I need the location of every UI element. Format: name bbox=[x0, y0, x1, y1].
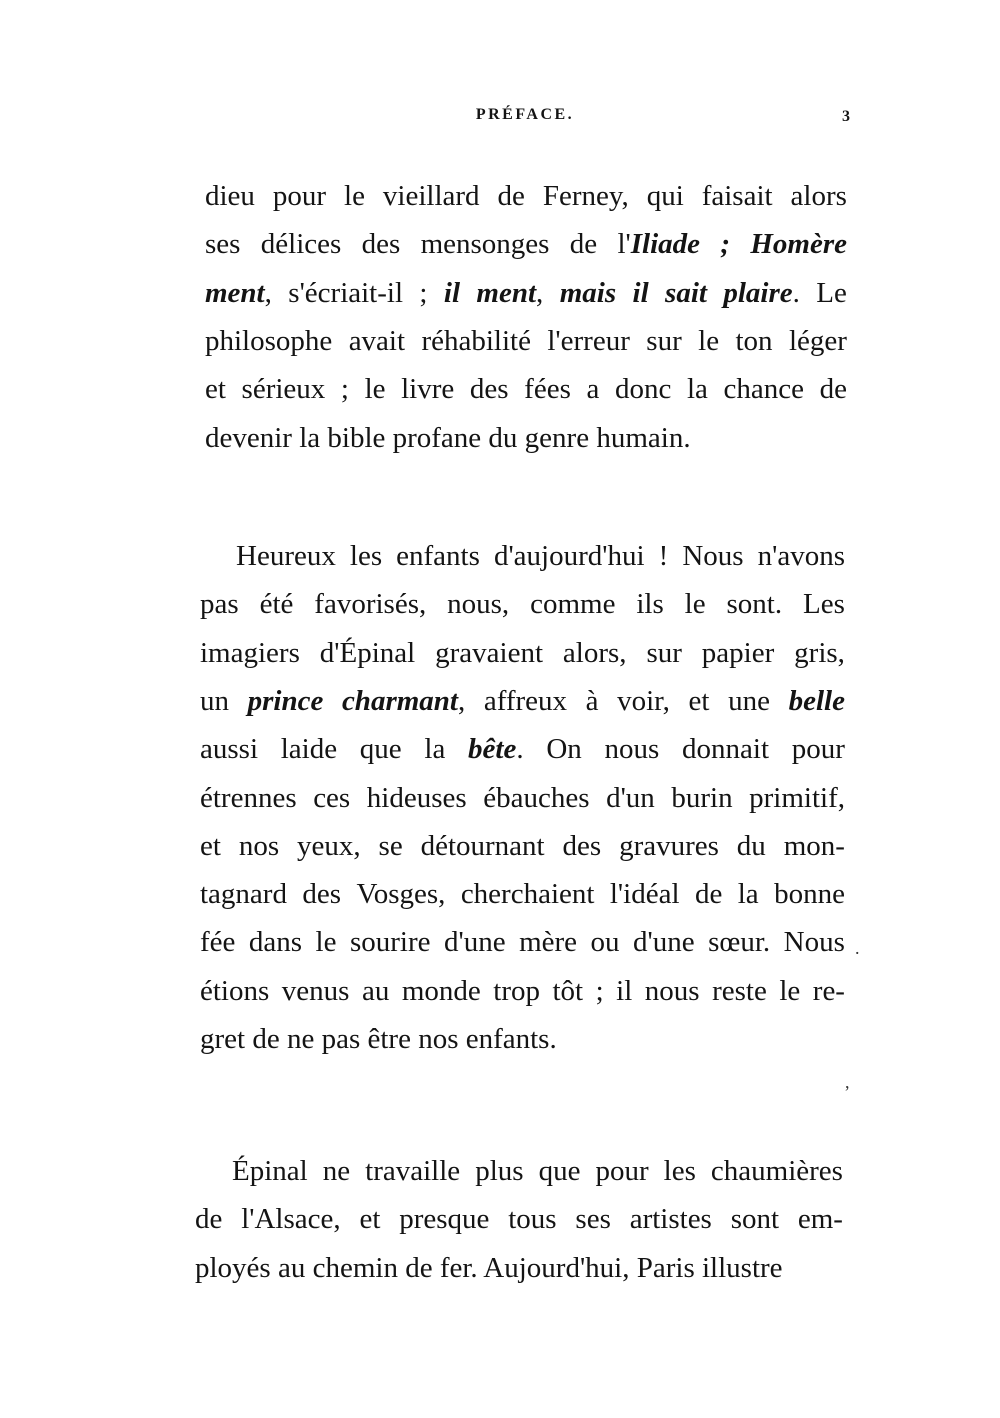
word: bête. bbox=[468, 733, 524, 766]
word: de bbox=[497, 180, 525, 212]
word: une bbox=[728, 684, 770, 717]
word: n'avons bbox=[757, 540, 845, 572]
word: ses bbox=[205, 228, 241, 261]
word: aussi bbox=[200, 733, 258, 766]
word: chaumières bbox=[710, 1155, 843, 1187]
word: tagnard bbox=[200, 878, 287, 911]
word: l'erreur bbox=[547, 324, 630, 357]
word: ou bbox=[590, 926, 620, 959]
text-line bbox=[232, 1153, 843, 1189]
word: l'idéal bbox=[609, 878, 680, 911]
word: des bbox=[562, 829, 602, 862]
page-number: 3 bbox=[842, 108, 850, 125]
word: ses bbox=[575, 1203, 611, 1236]
stray-mark: , bbox=[845, 1072, 850, 1092]
word: ; bbox=[340, 373, 349, 406]
word: trop bbox=[493, 974, 540, 1007]
text-line bbox=[200, 828, 845, 864]
text-line bbox=[205, 226, 847, 262]
text-line bbox=[195, 1201, 843, 1237]
text-run: ployés au chemin de fer. Aujourd'hui, Paris illustre bbox=[195, 1251, 783, 1284]
text-line bbox=[200, 683, 845, 719]
word: le bbox=[344, 180, 365, 212]
word: sur bbox=[646, 324, 682, 357]
word: charmant, bbox=[341, 684, 466, 717]
word: presque bbox=[399, 1203, 490, 1236]
word: Ferney, bbox=[542, 180, 629, 212]
word: burin bbox=[671, 781, 733, 814]
word: ébauches bbox=[483, 781, 590, 814]
word: de bbox=[819, 373, 847, 406]
word: il bbox=[616, 974, 633, 1007]
text-line bbox=[200, 731, 845, 767]
word: em- bbox=[797, 1203, 843, 1236]
word: comme bbox=[530, 588, 616, 621]
word: nous bbox=[604, 733, 660, 766]
word: avait bbox=[348, 324, 406, 357]
word: les bbox=[663, 1155, 696, 1187]
word: un bbox=[200, 684, 229, 717]
word: et bbox=[688, 684, 710, 717]
word: ; bbox=[595, 974, 604, 1007]
word: réhabilité bbox=[421, 324, 531, 357]
word: livre bbox=[401, 373, 455, 406]
word: léger bbox=[788, 324, 847, 357]
word: ; bbox=[419, 276, 428, 309]
word: le bbox=[315, 926, 337, 959]
word: au bbox=[361, 974, 390, 1007]
word: étrennes bbox=[200, 781, 297, 814]
word: se bbox=[378, 829, 403, 862]
word: gris, bbox=[794, 636, 845, 669]
word: le bbox=[684, 588, 706, 621]
text-line bbox=[200, 586, 845, 622]
word: yeux, bbox=[297, 829, 361, 862]
word: étions bbox=[200, 974, 270, 1007]
word: sont. bbox=[726, 588, 783, 621]
word: l'Iliade bbox=[617, 228, 701, 261]
text-line bbox=[200, 876, 845, 912]
word: détournant bbox=[420, 829, 545, 862]
word: il bbox=[632, 276, 649, 309]
word: philosophe bbox=[205, 324, 333, 357]
word: fée bbox=[200, 926, 236, 959]
text-run: devenir la bible profane du genre humain. bbox=[205, 421, 691, 454]
word: tous bbox=[508, 1203, 557, 1236]
word: Nous bbox=[682, 540, 744, 572]
word: plus bbox=[475, 1155, 524, 1187]
word: re- bbox=[812, 974, 845, 1007]
word: prince bbox=[247, 684, 324, 717]
word: alors bbox=[790, 180, 847, 212]
word: mensonges bbox=[420, 228, 550, 261]
word: ! bbox=[658, 540, 669, 572]
word: qui bbox=[646, 180, 684, 212]
text-line bbox=[200, 780, 845, 816]
word: d'aujourd'hui bbox=[493, 540, 645, 572]
word: faisait bbox=[701, 180, 773, 212]
word: donc bbox=[614, 373, 672, 406]
word: sœur. bbox=[708, 926, 771, 959]
word: ne bbox=[322, 1155, 351, 1187]
word: venus bbox=[281, 974, 350, 1007]
text-line bbox=[200, 973, 845, 1009]
word: pour bbox=[595, 1155, 649, 1187]
text-line bbox=[205, 178, 847, 214]
word: mon- bbox=[783, 829, 845, 862]
word: mais bbox=[559, 276, 617, 309]
word: et bbox=[200, 829, 221, 862]
text-line bbox=[205, 275, 847, 311]
text-line bbox=[200, 635, 845, 671]
word: d'Épinal bbox=[319, 636, 416, 669]
word: le bbox=[779, 974, 801, 1007]
word: d'un bbox=[606, 781, 655, 814]
word: il bbox=[443, 276, 461, 309]
word: et bbox=[205, 373, 226, 406]
word: mère bbox=[519, 926, 578, 959]
stray-mark: . bbox=[855, 938, 860, 958]
word: à bbox=[585, 684, 599, 717]
word: bonne bbox=[774, 878, 845, 911]
word: a bbox=[586, 373, 600, 406]
word: délices bbox=[260, 228, 342, 261]
word: nous bbox=[644, 974, 700, 1007]
word: vieillard bbox=[382, 180, 480, 212]
word: sait bbox=[665, 276, 707, 309]
word: de bbox=[694, 878, 723, 911]
word: imagiers bbox=[200, 636, 300, 669]
word: favorisés, bbox=[314, 588, 427, 621]
word: laide bbox=[280, 733, 338, 766]
word: gravaient bbox=[435, 636, 543, 669]
word: des bbox=[361, 228, 401, 261]
word: ment, bbox=[205, 276, 272, 309]
word: pas bbox=[200, 588, 239, 621]
word: de bbox=[569, 228, 598, 261]
word: le bbox=[364, 373, 386, 406]
word: Homère bbox=[750, 228, 847, 261]
text-line bbox=[200, 1021, 845, 1057]
word: que bbox=[538, 1155, 581, 1187]
word: enfants bbox=[396, 540, 480, 572]
word: du bbox=[736, 829, 766, 862]
word: alors, bbox=[562, 636, 627, 669]
word: Le bbox=[816, 276, 847, 309]
word: les bbox=[349, 540, 383, 572]
word: sérieux bbox=[241, 373, 326, 406]
word: sourire bbox=[349, 926, 431, 959]
word: gravures bbox=[619, 829, 719, 862]
text-line bbox=[200, 924, 845, 960]
word: Nous bbox=[783, 926, 845, 959]
word: pour bbox=[272, 180, 327, 212]
word: Épinal bbox=[232, 1155, 308, 1187]
word: sont bbox=[730, 1203, 780, 1236]
word: reste bbox=[712, 974, 767, 1007]
word: ment, bbox=[476, 276, 544, 309]
word: travaille bbox=[365, 1155, 461, 1187]
word: plaire. bbox=[723, 276, 800, 309]
word: dieu bbox=[205, 180, 255, 212]
word: ton bbox=[735, 324, 773, 357]
word: d'une bbox=[633, 926, 695, 959]
word: l'Alsace, bbox=[241, 1203, 341, 1236]
word: la bbox=[424, 733, 446, 766]
word: monde bbox=[401, 974, 481, 1007]
word: Vosges, bbox=[356, 878, 446, 911]
word: la bbox=[686, 373, 708, 406]
word: donnait bbox=[682, 733, 770, 766]
word: la bbox=[737, 878, 759, 911]
word: été bbox=[259, 588, 294, 621]
word: On bbox=[546, 733, 582, 766]
running-head-title: PRÉFACE. bbox=[475, 106, 575, 123]
word: Heureux bbox=[236, 540, 336, 572]
text-line bbox=[195, 1250, 843, 1286]
word: pour bbox=[791, 733, 845, 766]
word: que bbox=[359, 733, 402, 766]
word: nous, bbox=[447, 588, 510, 621]
word: Les bbox=[803, 588, 845, 621]
word: d'une bbox=[443, 926, 506, 959]
word: belle bbox=[788, 684, 845, 717]
word: de bbox=[195, 1203, 223, 1236]
text-run: gret de ne pas être nos enfants. bbox=[200, 1023, 557, 1055]
running-head bbox=[200, 106, 850, 136]
word: chance bbox=[723, 373, 804, 406]
word: des bbox=[302, 878, 342, 911]
text-line bbox=[205, 420, 847, 456]
text-line bbox=[236, 538, 845, 574]
word: dans bbox=[248, 926, 303, 959]
word: le bbox=[698, 324, 720, 357]
word: fées bbox=[524, 373, 571, 406]
word: primitif, bbox=[749, 781, 845, 814]
word: nos bbox=[238, 829, 280, 862]
word: affreux bbox=[483, 684, 568, 717]
word: des bbox=[469, 373, 509, 406]
word: sur bbox=[646, 636, 682, 669]
word: tôt bbox=[552, 974, 584, 1007]
word: et bbox=[359, 1203, 381, 1236]
word: artistes bbox=[629, 1203, 712, 1236]
word: ils bbox=[636, 588, 664, 621]
text-line bbox=[205, 323, 847, 359]
word: voir, bbox=[617, 684, 670, 717]
word: hideuses bbox=[366, 781, 467, 814]
word: s'écriait-il bbox=[288, 276, 404, 309]
word: cherchaient bbox=[460, 878, 595, 911]
text-line bbox=[205, 371, 847, 407]
word: papier bbox=[701, 636, 775, 669]
word: ces bbox=[313, 781, 351, 814]
word: ; bbox=[720, 228, 731, 261]
